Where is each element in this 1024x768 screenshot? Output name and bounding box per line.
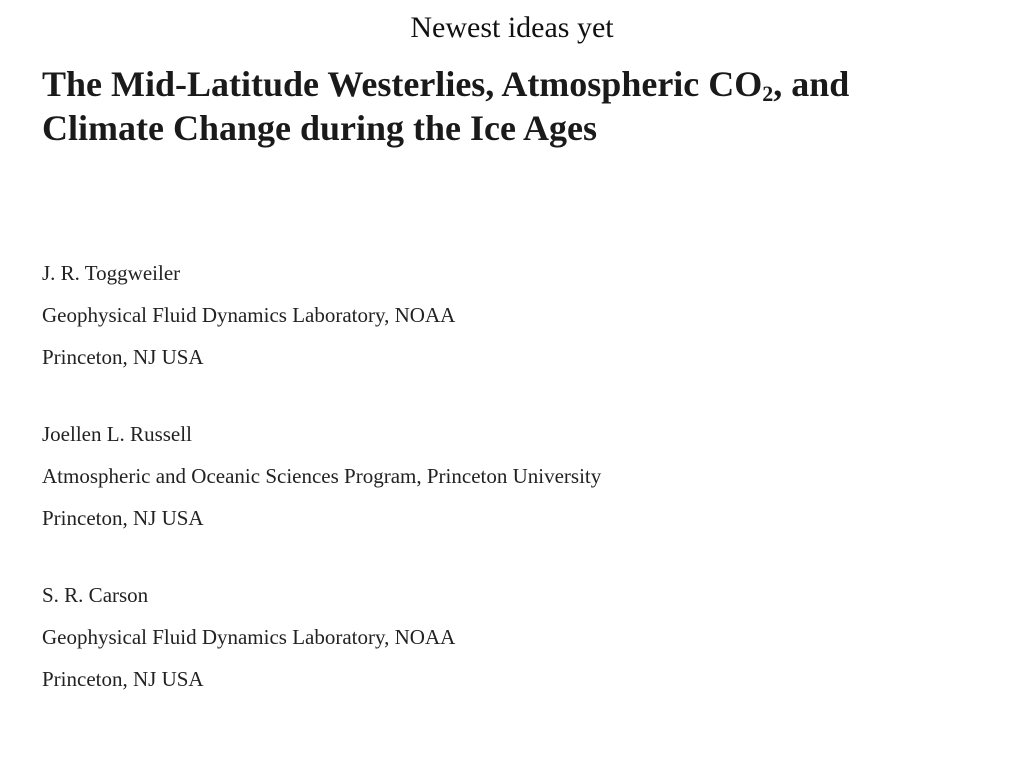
author-location: Princeton, NJ USA	[42, 506, 204, 530]
paper-title-subscript: 2	[762, 81, 774, 106]
paper-title-part1: The Mid-Latitude Westerlies, Atmospheric CO	[42, 64, 763, 104]
slide-header: Newest ideas yet	[410, 11, 614, 44]
author-block	[42, 574, 942, 700]
author-affiliation: Atmospheric and Oceanic Sciences Program, Princeton University	[42, 464, 602, 488]
paper-title-line2: Climate Change during the Ice Ages	[42, 108, 597, 148]
paper-title-part2: , and	[773, 64, 850, 104]
author-name: J. R. Toggweiler	[42, 261, 181, 285]
author-name: S. R. Carson	[42, 583, 149, 607]
author-name: Joellen L. Russell	[42, 422, 192, 446]
author-affiliation: Geophysical Fluid Dynamics Laboratory, NOAA	[42, 303, 456, 327]
author-location: Princeton, NJ USA	[42, 345, 204, 369]
author-block	[42, 252, 942, 378]
author-block	[42, 413, 942, 539]
author-location: Princeton, NJ USA	[42, 667, 204, 691]
paper-title	[42, 62, 1002, 150]
author-list	[42, 252, 942, 735]
author-affiliation: Geophysical Fluid Dynamics Laboratory, NOAA	[42, 625, 456, 649]
